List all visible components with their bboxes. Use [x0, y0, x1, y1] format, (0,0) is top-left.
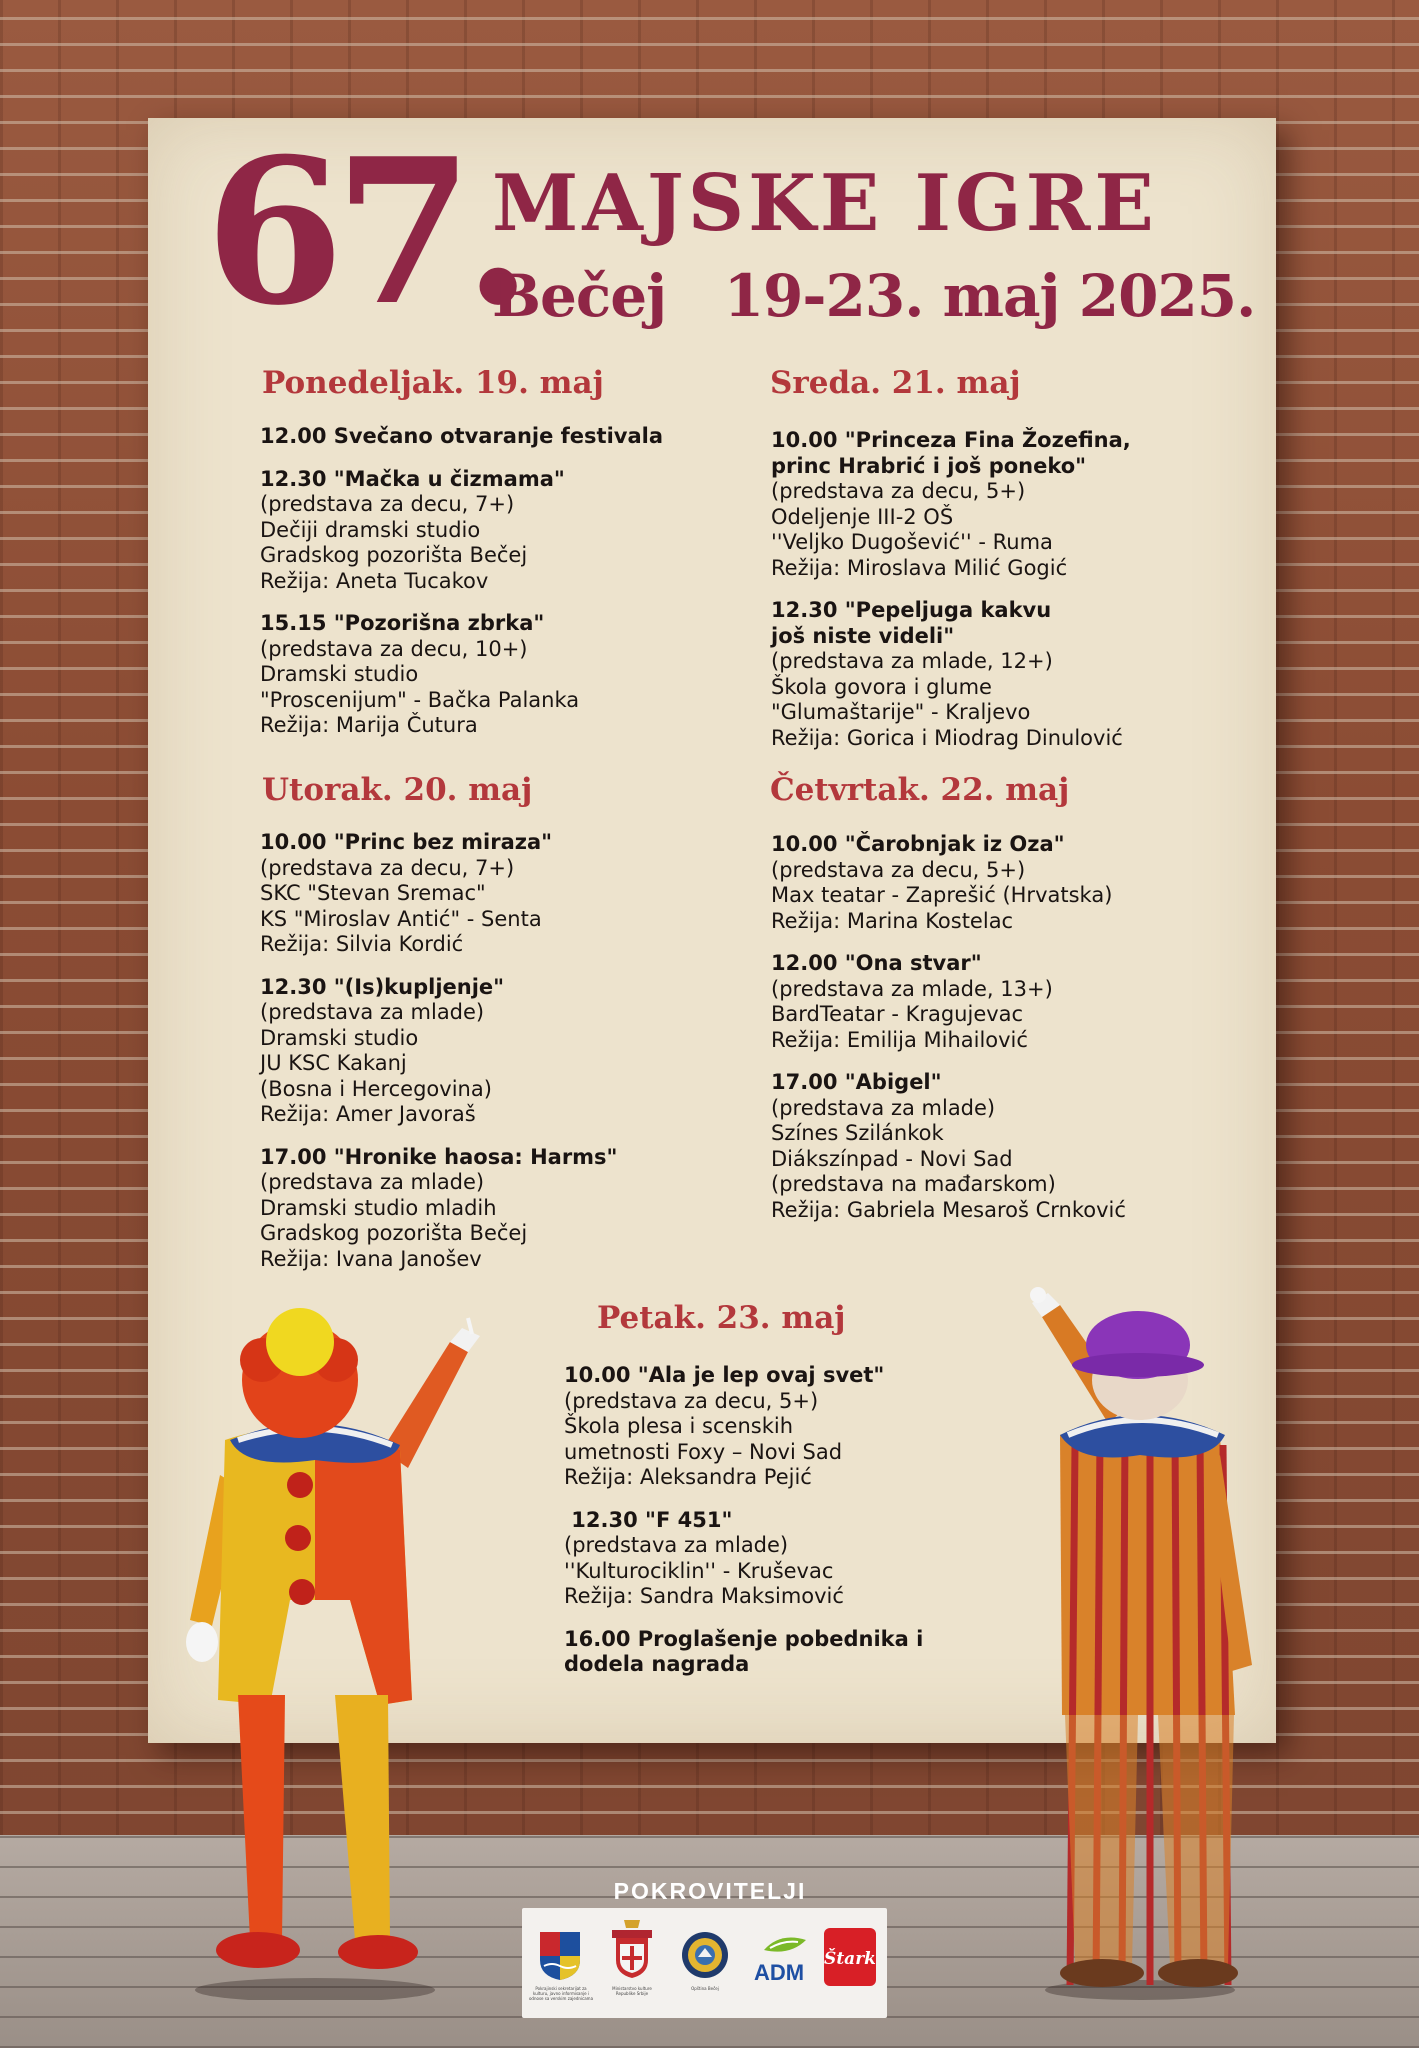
- event-item: [260, 424, 663, 450]
- event-info: (predstava za decu, 5+): [564, 1388, 819, 1413]
- event-info: (predstava za decu, 7+): [260, 492, 515, 516]
- event-title: 10.00 "Ala je lep ovaj svet": [564, 1363, 885, 1387]
- event-item: [564, 1363, 923, 1491]
- event-info: (Bosna i Hercegovina): [260, 1076, 492, 1101]
- event-title: 10.00 "Čarobnjak iz Oza": [771, 832, 1065, 856]
- event-info: Dramski studio: [260, 1025, 419, 1050]
- day-heading-friday: Petak. 23. maj: [597, 1300, 846, 1336]
- event-info: (predstava za mlade, 13+): [771, 976, 1053, 1001]
- event-item: [260, 975, 618, 1128]
- event-info: (predstava za decu, 10+): [260, 636, 528, 661]
- event-director: Režija: Amer Javoraš: [260, 1102, 476, 1126]
- event-item: [260, 830, 618, 958]
- event-title-cont: još niste videli": [771, 623, 955, 648]
- event-director: Režija: Miroslava Milić Gogić: [771, 555, 1068, 580]
- festival-name: MAJSKE IGRE: [492, 158, 1158, 249]
- wednesday-events: [771, 428, 1131, 768]
- event-info: "Glumaštarije" - Kraljevo: [771, 700, 1031, 724]
- event-info: (predstava za mlade, 12+): [771, 649, 1053, 673]
- event-info: (predstava za mlade): [564, 1533, 789, 1557]
- event-director: Režija: Silvia Kordić: [260, 932, 464, 956]
- right-clown-illustration: [1020, 1285, 1280, 2005]
- event-item: [564, 1627, 923, 1678]
- edition-number: 67.: [205, 115, 523, 350]
- event-info: Gradskog pozorišta Bečej: [260, 543, 528, 567]
- day-heading-thursday: Četvrtak. 22. maj: [770, 772, 1070, 808]
- event-title: 17.00 "Abigel": [771, 1070, 942, 1094]
- event-item: [771, 428, 1131, 581]
- event-title: 12.00 Svečano otvaranje festivala: [260, 424, 663, 448]
- event-info: KS "Miroslav Antić" - Senta: [260, 906, 542, 931]
- thursday-events: [771, 832, 1126, 1240]
- event-title: 12.00 "Ona stvar": [771, 951, 982, 975]
- event-info: umetnosti Foxy – Novi Sad: [564, 1439, 843, 1464]
- sponsors-panel: [522, 1908, 887, 2018]
- becej-municipality-seal-icon: [680, 1930, 730, 1980]
- event-info: Dečiji dramski studio: [260, 517, 481, 542]
- event-info: "Proscenijum" - Bačka Palanka: [260, 687, 580, 712]
- festival-place-date: Bečej 19-23. maj 2025.: [492, 262, 1256, 330]
- serbia-coat-of-arms-icon: [608, 1918, 656, 1982]
- event-director: Režija: Gabriela Mesaroš Crnković: [771, 1197, 1126, 1222]
- event-item: [260, 467, 663, 595]
- event-info: (predstava za mlade): [260, 1000, 485, 1024]
- event-title: 12.30 "Pepeljuga kakvu: [771, 598, 1052, 622]
- serbia-caption: Ministarstvo kulture Republike Srbije: [612, 1986, 652, 1996]
- event-director: Režija: Emilija Mihailović: [771, 1027, 1028, 1052]
- event-info: ''Kulturociklin'' - Kruševac: [564, 1558, 834, 1583]
- event-info: (predstava za decu, 7+): [260, 855, 515, 880]
- event-info: Max teatar - Zaprešić (Hrvatska): [771, 883, 1113, 907]
- event-item: [771, 832, 1126, 934]
- sponsors-title: POKROVITELJI: [613, 1878, 807, 1904]
- event-item: [771, 598, 1131, 751]
- event-item: [564, 1508, 923, 1610]
- friday-events: [564, 1363, 923, 1695]
- event-title-cont: dodela nagrada: [564, 1652, 750, 1676]
- event-info: Škola plesa i scenskih: [564, 1414, 794, 1438]
- left-clown-illustration: [150, 1300, 480, 2000]
- event-item: [771, 951, 1126, 1053]
- event-director: Režija: Marija Čutura: [260, 713, 478, 737]
- day-heading-tuesday: Utorak. 20. maj: [262, 772, 533, 808]
- adm-logo-text: ADM: [754, 1960, 805, 1985]
- event-director: Režija: Marina Kostelac: [771, 908, 1014, 933]
- event-info: Diákszínpad - Novi Sad: [771, 1146, 1013, 1171]
- event-item: [260, 611, 663, 739]
- event-director: Režija: Aneta Tucakov: [260, 568, 489, 593]
- event-title: 16.00 Proglašenje pobednika i: [564, 1626, 924, 1651]
- monday-events: [260, 424, 663, 756]
- event-title: 15.15 "Pozorišna zbrka": [260, 611, 545, 635]
- vojvodina-coat-of-arms-icon: [538, 1930, 582, 1982]
- adm-logo-icon: [750, 1934, 810, 1986]
- event-info: SKC "Stevan Sremac": [260, 881, 486, 905]
- event-info: ''Veljko Dugošević'' - Ruma: [771, 530, 1053, 554]
- day-heading-wednesday: Sreda. 21. maj: [770, 365, 1021, 401]
- event-info: JU KSC Kakanj: [260, 1051, 407, 1075]
- event-title: 12.30 "(Is)kupljenje": [260, 974, 505, 999]
- event-info: Dramski studio: [260, 662, 419, 686]
- event-title: 17.00 "Hronike haosa: Harms": [260, 1144, 618, 1169]
- event-info: Gradskog pozorišta Bečej: [260, 1221, 528, 1245]
- event-title: 12.30 "F 451": [564, 1507, 733, 1532]
- event-info: (predstava za decu, 5+): [771, 479, 1026, 503]
- event-info: (predstava za mlade): [771, 1095, 996, 1120]
- day-heading-monday: Ponedeljak. 19. maj: [262, 365, 604, 401]
- event-info: BardTeatar - Kragujevac: [771, 1002, 1024, 1026]
- vojvodina-caption: Pokrajinski sekretarijat za kulturu, javno informisanje i odnose sa verskim zajednicama: [528, 1986, 594, 2001]
- event-info: Dramski studio mladih: [260, 1195, 497, 1220]
- event-item: [260, 1145, 618, 1273]
- event-info: Színes Szilánkok: [771, 1121, 944, 1145]
- event-info: Škola govora i glume: [771, 674, 992, 699]
- event-director: Režija: Ivana Janošev: [260, 1246, 482, 1271]
- event-title-cont: princ Hrabrić i još poneko": [771, 453, 1087, 478]
- event-item: [771, 1070, 1126, 1223]
- stark-logo-icon: [822, 1926, 878, 1988]
- event-info: (predstava za decu, 5+): [771, 857, 1026, 882]
- stark-logo-text: Štark: [824, 1949, 876, 1969]
- tuesday-events: [260, 830, 618, 1289]
- event-title: 10.00 "Princ bez miraza": [260, 830, 553, 854]
- event-info: (predstava na mađarskom): [771, 1172, 1056, 1196]
- event-info: Odeljenje III-2 OŠ: [771, 504, 954, 529]
- event-director: Režija: Sandra Maksimović: [564, 1584, 844, 1608]
- event-title: 12.30 "Mačka u čizmama": [260, 466, 565, 491]
- becej-caption: Opština Bečej: [691, 1986, 719, 1991]
- event-title: 10.00 "Princeza Fina Žozefina,: [771, 428, 1131, 452]
- event-info: (predstava za mlade): [260, 1170, 485, 1194]
- event-director: Režija: Aleksandra Pejić: [564, 1465, 812, 1489]
- event-director: Režija: Gorica i Miodrag Dinulović: [771, 725, 1123, 750]
